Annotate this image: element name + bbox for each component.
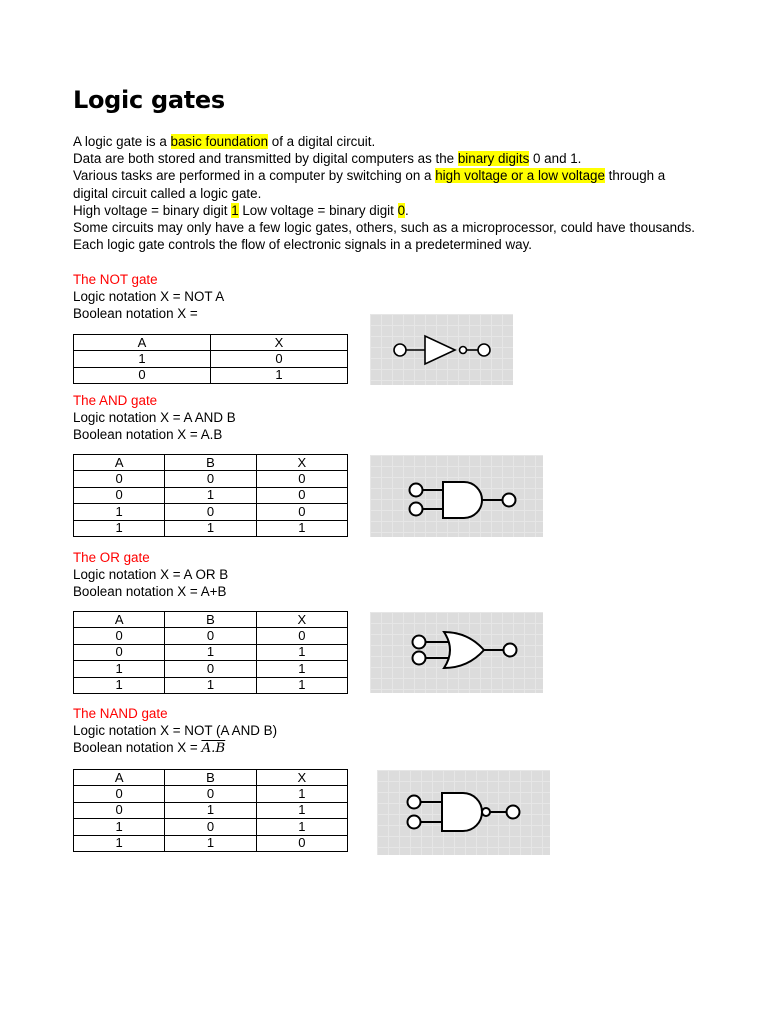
table-row — [74, 628, 348, 644]
intro-text — [73, 133, 695, 253]
nand-gate-section — [73, 705, 277, 758]
table-header: A — [74, 455, 165, 471]
table-cell: 0 — [74, 628, 165, 644]
highlight-digit-1: 1 — [231, 202, 239, 218]
table-cell: 1 — [256, 786, 347, 802]
table-header: A — [74, 612, 165, 628]
table-cell: 0 — [74, 487, 165, 503]
and-gate-heading: The AND gate — [73, 393, 158, 408]
table-cell: 0 — [256, 504, 347, 520]
table-cell: 1 — [256, 677, 347, 693]
table-cell: 1 — [74, 819, 165, 835]
table-row — [74, 677, 348, 693]
highlight-binary-digits: binary digits — [457, 151, 530, 167]
and-gate-diagram — [370, 455, 543, 537]
table-cell: 1 — [165, 644, 256, 660]
table-header: B — [165, 612, 256, 628]
table-cell: 1 — [165, 835, 256, 851]
intro-line-1: A logic gate is a basic foundation of a digital circuit. — [73, 134, 376, 149]
table-cell: 1 — [74, 677, 165, 693]
table-cell: 1 — [74, 520, 165, 536]
table-row — [74, 661, 348, 677]
table-cell: 0 — [74, 786, 165, 802]
table-row — [74, 351, 348, 367]
table-cell: 0 — [74, 644, 165, 660]
highlight-basic-foundation: basic foundation — [170, 134, 269, 149]
table-cell: 1 — [165, 802, 256, 818]
page-title: Logic gates — [73, 86, 225, 114]
table-header-row — [74, 455, 348, 471]
table-cell: 1 — [165, 520, 256, 536]
table-cell: 0 — [256, 471, 347, 487]
table-row — [74, 471, 348, 487]
intro-line-5: Some circuits may only have a few logic gates, others, such as a microprocessor, could have thousands. Each logic gate controls the flow of electronic signals in a predetermined way. — [73, 220, 695, 253]
table-header-row — [74, 770, 348, 786]
table-cell: 0 — [165, 471, 256, 487]
table-cell: 1 — [256, 819, 347, 835]
nand-gate-boolean-notation: Boolean notation X = A.B — [73, 740, 226, 757]
intro-line-4: High voltage = binary digit 1 Low voltage = binary digit 0. — [73, 202, 409, 218]
not-truth-table — [73, 334, 348, 384]
table-row — [74, 835, 348, 851]
and-gate-logic-notation: Logic notation X = A AND B — [73, 410, 236, 426]
table-cell: 1 — [165, 487, 256, 503]
nand-gate-icon — [377, 770, 550, 855]
or-gate-section — [73, 549, 228, 601]
table-cell: 1 — [256, 661, 347, 677]
table-cell: 0 — [165, 628, 256, 644]
not-gate-diagram — [370, 314, 513, 385]
nand-truth-table — [73, 769, 348, 852]
table-cell: 0 — [165, 504, 256, 520]
table-header: B — [165, 770, 256, 786]
nand-boolean-expression: A.B — [201, 741, 226, 757]
table-header-row — [74, 335, 348, 351]
or-truth-table — [73, 611, 348, 694]
table-row — [74, 367, 348, 383]
table-cell: 0 — [211, 351, 348, 367]
table-cell: 1 — [74, 661, 165, 677]
table-cell: 1 — [256, 644, 347, 660]
table-row — [74, 802, 348, 818]
table-header: X — [256, 455, 347, 471]
table-cell: 0 — [74, 802, 165, 818]
table-cell: 0 — [74, 471, 165, 487]
and-gate-icon — [370, 455, 543, 537]
nand-gate-diagram — [377, 770, 550, 855]
table-cell: 1 — [74, 351, 211, 367]
table-row — [74, 520, 348, 536]
table-header: X — [211, 335, 348, 351]
not-gate-boolean-notation: Boolean notation X = — [73, 306, 198, 322]
table-cell: 0 — [256, 487, 347, 503]
table-cell: 0 — [165, 786, 256, 802]
table-header: B — [165, 455, 256, 471]
table-cell: 1 — [165, 677, 256, 693]
or-gate-diagram — [370, 612, 543, 693]
nand-gate-logic-notation: Logic notation X = NOT (A AND B) — [73, 723, 278, 739]
not-gate-heading: The NOT gate — [73, 272, 158, 287]
or-gate-boolean-notation: Boolean notation X = A+B — [73, 584, 227, 600]
nand-gate-heading: The NAND gate — [73, 706, 168, 721]
table-row — [74, 644, 348, 660]
or-gate-logic-notation: Logic notation X = A OR B — [73, 567, 229, 583]
table-header: A — [74, 335, 211, 351]
intro-line-2: Data are both stored and transmitted by digital computers as the binary digits 0 and 1. — [73, 151, 582, 167]
not-gate-icon — [370, 314, 513, 385]
table-row — [74, 487, 348, 503]
table-row — [74, 786, 348, 802]
not-gate-section — [73, 271, 224, 323]
table-row — [74, 504, 348, 520]
table-cell: 1 — [256, 802, 347, 818]
and-gate-boolean-notation: Boolean notation X = A.B — [73, 427, 223, 443]
table-cell: 0 — [256, 628, 347, 644]
table-cell: 1 — [74, 835, 165, 851]
table-header: X — [256, 612, 347, 628]
table-header: X — [256, 770, 347, 786]
or-gate-heading: The OR gate — [73, 550, 150, 565]
table-cell: 1 — [74, 504, 165, 520]
table-cell: 0 — [74, 367, 211, 383]
highlight-voltage: high voltage or a low voltage — [435, 168, 605, 184]
table-header-row — [74, 612, 348, 628]
table-header: A — [74, 770, 165, 786]
table-cell: 0 — [165, 661, 256, 677]
and-gate-section — [73, 392, 236, 444]
table-cell: 1 — [256, 520, 347, 536]
or-gate-icon — [370, 612, 543, 693]
intro-line-3: Various tasks are performed in a computer by switching on a high voltage or a low voltage through a digital circuit called a logic gate. — [73, 168, 666, 201]
and-truth-table — [73, 454, 348, 537]
table-cell: 1 — [211, 367, 348, 383]
highlight-digit-0: 0 — [397, 202, 406, 218]
table-cell: 0 — [256, 835, 347, 851]
table-row — [74, 819, 348, 835]
table-cell: 0 — [165, 819, 256, 835]
not-gate-logic-notation: Logic notation X = NOT A — [73, 289, 225, 305]
